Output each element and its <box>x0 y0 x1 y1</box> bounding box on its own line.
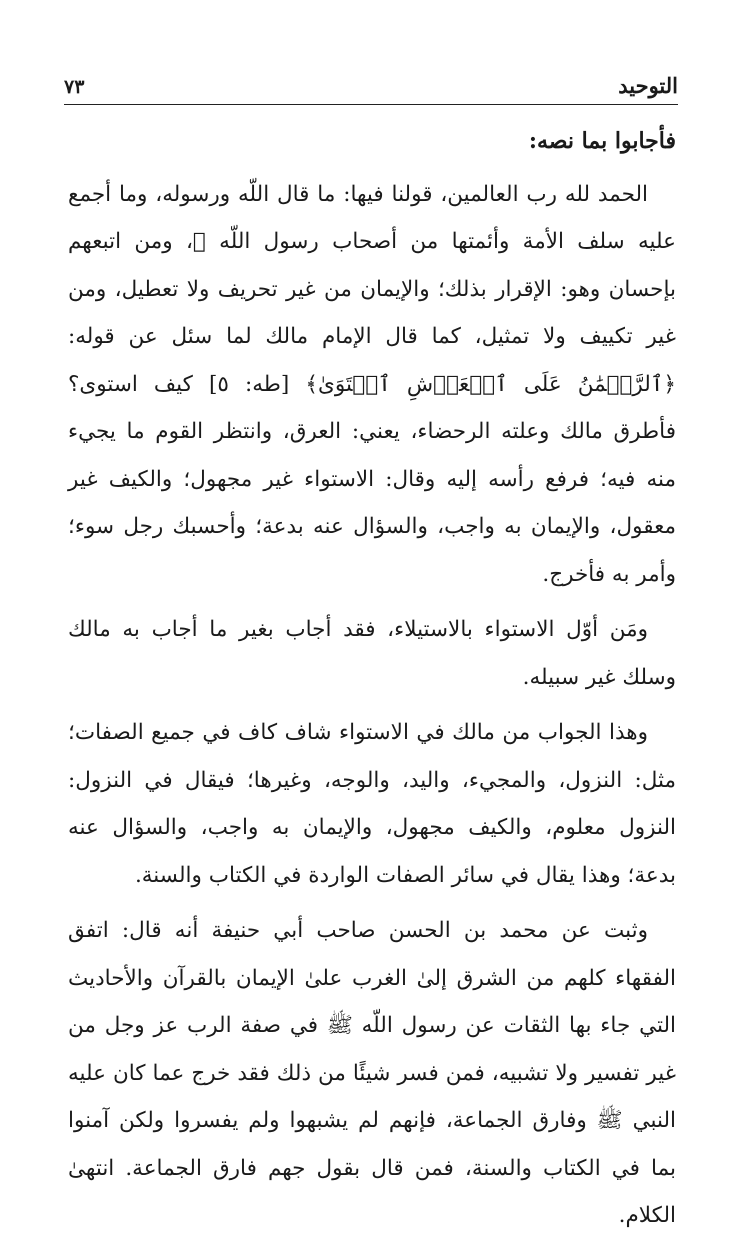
paragraph-3: وهذا الجواب من مالك في الاستواء شاف كاف في جميع الصفات؛ مثل: النزول، والمجيء، واليد، والوجه، وغيرها؛ فيقال في النزول: النزول معلوم، والكيف مجهول، والإيمان به واجب، والسؤال عنه بدعة؛ وهذا يقال في سائر الصفات الواردة في الكتاب والسنة. <box>68 720 676 888</box>
paragraph-2: ومَن أوّل الاستواء بالاستيلاء، فقد أجاب بغير ما أجاب به مالك وسلك غير سبيله. <box>68 617 676 690</box>
quran-verse: ﴿ٱلرَّحۡمَٰنُ عَلَى ٱلۡعَرۡشِ ٱسۡتَوَىٰ﴾ <box>305 371 677 397</box>
paragraph-1-text-b: [طه: ٥] كيف استوى؟ فأطرق مالك وعلته الرحضاء، يعني: العرق، وانتظر القوم ما يجيء منه فيه؛ فرفع رأسه إليه وقال: الاستواء غير مجهول؛ والكيف غير معقول، والإيمان به واجب، والسؤال عنه بدعة؛ وأحسبك رجل سوء؛ وأمر به فأخرج. <box>68 371 676 587</box>
paragraph-1 <box>68 171 676 599</box>
page-body <box>68 118 676 1248</box>
intro-heading: فأجابوا بما نصه: <box>528 128 676 154</box>
paragraph-4: وثبت عن محمد بن الحسن صاحب أبي حنيفة أنه قال: اتفق الفقهاء كلهم من الشرق إلىٰ الغرب علىٰ الإيمان بالقرآن والأحاديث التي جاء بها الثقات عن رسول اللّه ﷺ في صفة الرب عز وجل من غير تفسير ولا تشبيه، فمن فسر شيئًا من ذلك فقد خرج عما كان عليه النبي ﷺ وفارق الجماعة، فإنهم لم يشبهوا ولم يفسروا ولكن آمنوا بما في الكتاب والسنة، فمن قال بقول جهم فارق الجماعة. انتهىٰ الكلام. <box>68 918 676 1228</box>
paragraph-1-text-a: الحمد لله رب العالمين، قولنا فيها: ما قال اللّه ورسوله، وما أجمع عليه سلف الأمة وأئمتها من أصحاب رسول اللّه ﷺ، ومن اتبعهم بإحسان وهو: الإقرار بذلك؛ والإيمان من غير تحريف ولا تعطيل، ومن غير تكييف ولا تمثيل، كما قال الإمام مالك لما سئل عن قوله: <box>68 181 676 349</box>
page-header <box>64 58 678 105</box>
running-title: التوحيد <box>618 73 678 98</box>
page-number: ٧٣ <box>64 76 85 98</box>
